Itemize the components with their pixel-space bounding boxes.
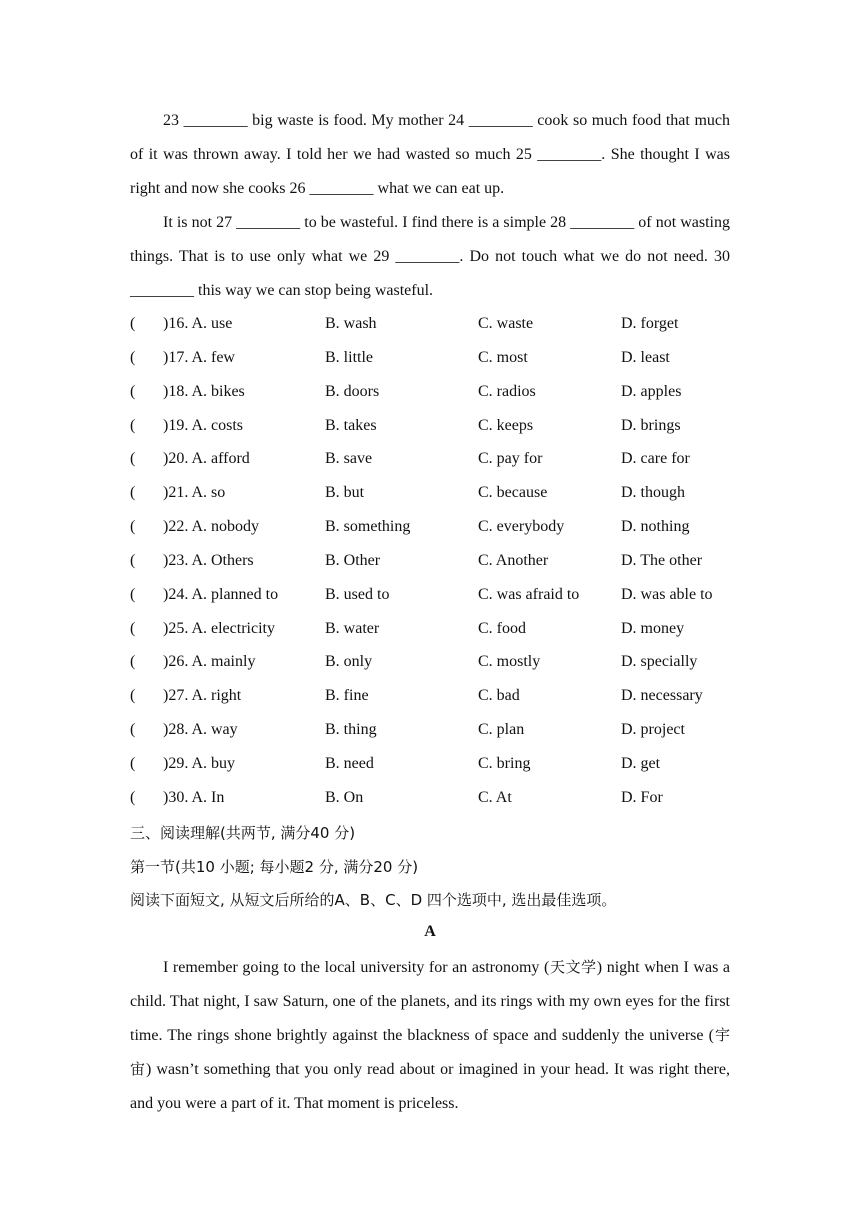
option-a: )18. A. bikes (163, 382, 245, 400)
cloze-paragraph-1: 23 ________ big waste is food. My mother 24 ________ cook so much food that much of it was thrown away. I told her we had wasted so much 25 ________. She thought I was right and now she cooks 26 ________ what we can eat up. (130, 112, 730, 197)
option-c: C. mostly (478, 653, 541, 671)
option-b: B. Other (325, 551, 381, 569)
question-row-23 (130, 544, 730, 578)
question-row-16 (130, 307, 730, 341)
answer-bracket: ( (130, 518, 136, 536)
question-row-30 (130, 781, 730, 815)
question-row-27 (130, 679, 730, 713)
option-a: )24. A. planned to (163, 585, 279, 603)
passage-text: ) night when I was a child. That night, I saw Saturn, one of the planets, and its rings with my own eyes for the first time. The rings shone brightly against the blackness of space and suddenly the universe ( (130, 959, 730, 1044)
gloss-astronomy: 天文学 (549, 958, 597, 976)
answer-bracket: ( (130, 450, 136, 468)
question-row-22 (130, 510, 730, 544)
option-a: )20. A. afford (163, 450, 250, 468)
option-c: C. because (478, 484, 548, 502)
option-a: )25. A. electricity (163, 619, 275, 637)
question-row-29 (130, 747, 730, 781)
question-row-20 (130, 442, 730, 476)
option-d: D. least (621, 348, 670, 366)
option-c: C. bring (478, 754, 531, 772)
question-row-18 (130, 375, 730, 409)
option-c: C. Another (478, 551, 549, 569)
option-b: B. fine (325, 687, 369, 705)
question-row-21 (130, 476, 730, 510)
option-d: D. brings (621, 416, 681, 434)
option-c: C. food (478, 619, 526, 637)
option-c: C. bad (478, 687, 520, 705)
reading-passage-a (130, 951, 730, 1121)
option-d: D. care for (621, 450, 690, 468)
option-c: C. plan (478, 721, 525, 739)
option-b: B. need (325, 754, 374, 772)
answer-bracket: ( (130, 585, 136, 603)
option-a: )28. A. way (163, 721, 238, 739)
answer-bracket: ( (130, 788, 136, 806)
option-b: B. wash (325, 315, 377, 332)
answer-bracket: ( (130, 721, 136, 739)
option-b: B. little (325, 348, 373, 366)
option-d: D. project (621, 721, 685, 739)
option-d: D. For (621, 788, 663, 806)
question-row-25 (130, 612, 730, 646)
option-d: D. get (621, 754, 661, 772)
option-c: C. was afraid to (478, 585, 580, 603)
option-d: D. nothing (621, 518, 690, 536)
option-b: B. only (325, 653, 373, 671)
answer-bracket: ( (130, 315, 136, 332)
answer-bracket: ( (130, 754, 136, 772)
question-row-28 (130, 713, 730, 747)
answer-bracket: ( (130, 687, 136, 705)
option-c: C. pay for (478, 450, 543, 468)
option-b: B. water (325, 619, 380, 637)
question-row-17 (130, 341, 730, 375)
option-a: )22. A. nobody (163, 518, 259, 536)
option-a: )19. A. costs (163, 416, 243, 434)
option-a: )27. A. right (163, 687, 242, 705)
option-a: )29. A. buy (163, 754, 235, 772)
answer-bracket: ( (130, 416, 136, 434)
option-c: C. At (478, 788, 512, 806)
option-b: B. save (325, 450, 373, 468)
option-b: B. On (325, 788, 364, 806)
question-row-26 (130, 645, 730, 679)
option-c: C. keeps (478, 416, 534, 434)
option-a: )21. A. so (163, 484, 226, 502)
option-d: D. though (621, 484, 685, 502)
answer-bracket: ( (130, 348, 136, 366)
instruction-text: 阅读下面短文, 从短文后所给的A、B、C、D 四个选项中, 选出最佳选项。 (130, 891, 617, 909)
answer-bracket: ( (130, 653, 136, 671)
subsection-title: 第一节(共10 小题; 每小题2 分, 满分20 分) (130, 858, 419, 876)
option-c: C. most (478, 348, 528, 366)
option-a: )30. A. In (163, 788, 225, 806)
option-c: C. everybody (478, 518, 565, 536)
option-d: D. money (621, 619, 685, 637)
cloze-options-list (130, 307, 730, 815)
option-a: )17. A. few (163, 348, 235, 366)
option-b: B. used to (325, 585, 390, 603)
question-row-24 (130, 578, 730, 612)
passage-text: I remember going to the local university for an astronomy ( (163, 959, 550, 976)
option-a: )16. A. use (163, 315, 233, 332)
option-b: B. doors (325, 382, 380, 400)
answer-bracket: ( (130, 619, 136, 637)
question-row-19 (130, 409, 730, 443)
option-a: )23. A. Others (163, 551, 254, 569)
gloss-universe: 宇宙 (130, 1025, 730, 1078)
option-a: )26. A. mainly (163, 653, 256, 671)
option-d: D. apples (621, 382, 682, 400)
cloze-paragraph-2: It is not 27 ________ to be wasteful. I find there is a simple 28 ________ of not wasting things. That is to use only what we 29 ________. Do not touch what we do not need. 30 ________ this way we can stop being wasteful. (130, 214, 730, 299)
option-b: B. something (325, 518, 411, 536)
option-c: C. waste (478, 315, 534, 332)
answer-bracket: ( (130, 484, 136, 502)
passage-heading: A (424, 923, 436, 940)
option-d: D. specially (621, 653, 698, 671)
section-title: 三、阅读理解(共两节, 满分40 分) (130, 824, 356, 842)
option-c: C. radios (478, 382, 536, 400)
option-d: D. was able to (621, 585, 713, 603)
answer-bracket: ( (130, 551, 136, 569)
answer-bracket: ( (130, 382, 136, 400)
passage-text: ) wasn’t something that you only read about or imagined in your head. It was right there, and you were a part of it. That moment is priceless. (130, 1060, 730, 1112)
option-d: D. necessary (621, 687, 703, 705)
option-d: D. forget (621, 315, 679, 332)
option-d: D. The other (621, 551, 703, 569)
option-b: B. takes (325, 416, 377, 434)
option-b: B. thing (325, 721, 377, 739)
option-b: B. but (325, 484, 365, 502)
